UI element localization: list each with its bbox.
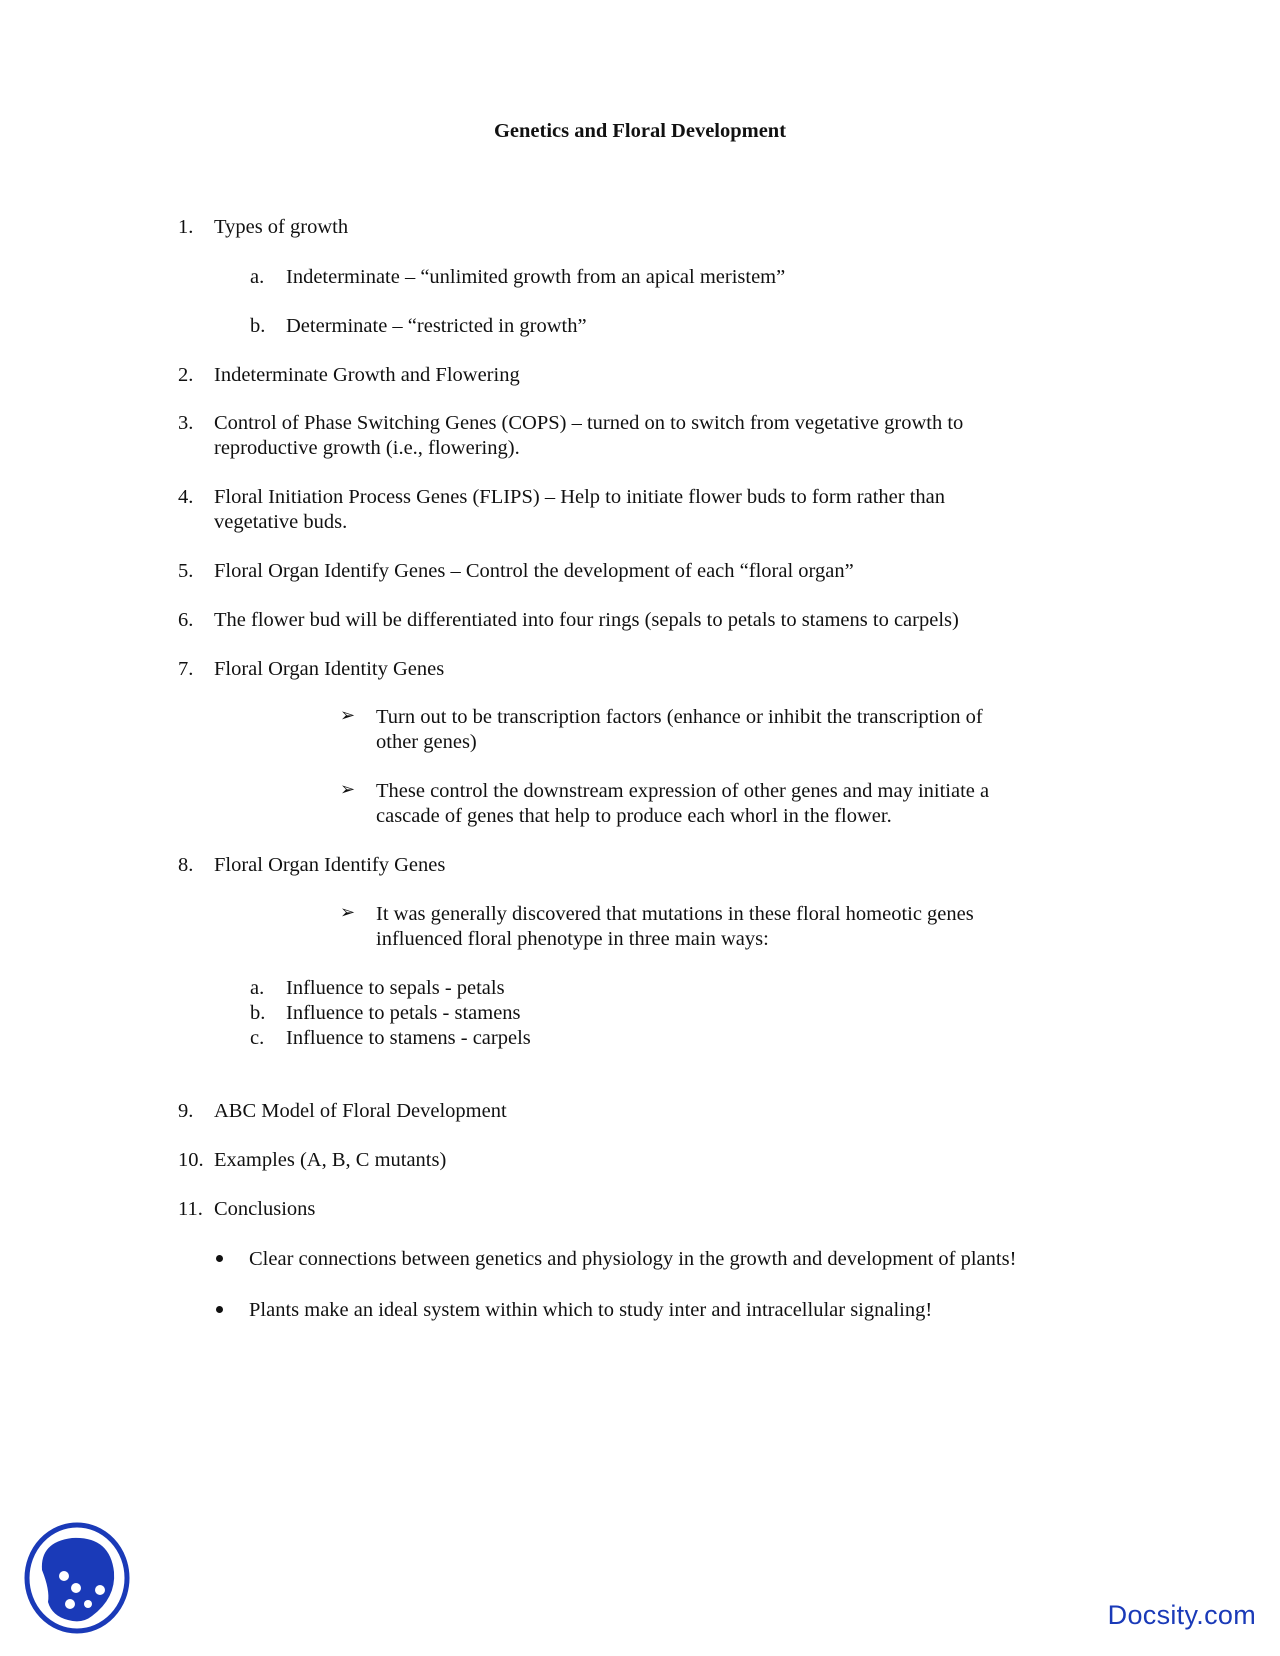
item-text: Floral Initiation Process Genes (FLIPS) – Help to initiate flower buds to form rather than [214,486,946,508]
subitem-text: Influence to stamens - carpels [286,1027,531,1049]
bullet-text-continued: influenced floral phenotype in three main ways: [376,928,769,950]
item-text-continued: reproductive growth (i.e., flowering). [214,437,520,459]
subitem-letter: a. [250,977,265,999]
subitem-text: Determinate – “restricted in growth” [286,315,587,337]
subitem-text: Influence to sepals - petals [286,977,505,999]
bullet-text-continued: cascade of genes that help to produce each whorl in the flower. [376,805,892,827]
item-number: 2. [178,364,194,386]
item-text-continued: vegetative buds. [214,511,348,533]
conclusion-text: Clear connections between genetics and physiology in the growth and development of plants! [249,1248,1017,1270]
item-number: 3. [178,412,194,434]
subitem-letter: a. [250,266,265,288]
item-number: 7. [178,658,194,680]
item-text: Floral Organ Identify Genes [214,854,446,876]
item-text: Indeterminate Growth and Flowering [214,364,520,386]
arrow-bullet-icon: ➢ [340,902,356,922]
bullet-dot-icon [216,1255,223,1262]
docsity-logo-icon [22,1520,132,1636]
subitem-letter: b. [250,315,266,337]
subitem-text: Indeterminate – “unlimited growth from an apical meristem” [286,266,786,288]
docsity-brand-link[interactable]: Docsity.com [1107,1600,1256,1630]
arrow-bullet-icon: ➢ [340,779,356,799]
item-number: 5. [178,560,194,582]
bullet-text: It was generally discovered that mutations in these floral homeotic genes [376,903,974,925]
item-text: The flower bud will be differentiated into four rings (sepals to petals to stamens to carpels) [214,609,959,631]
bullet-text: These control the downstream expression of other genes and may initiate a [376,780,990,802]
item-text: Floral Organ Identify Genes – Control the development of each “floral organ” [214,560,854,582]
subitem-letter: c. [250,1027,265,1049]
item-number: 8. [178,854,194,876]
item-text: Control of Phase Switching Genes (COPS) – turned on to switch from vegetative growth to [214,412,964,434]
item-number: 6. [178,609,194,631]
bullet-text-continued: other genes) [376,731,477,753]
subitem-text: Influence to petals - stamens [286,1002,521,1024]
item-text: Examples (A, B, C mutants) [214,1149,447,1171]
arrow-bullet-icon: ➢ [340,705,356,725]
item-number: 10. [178,1149,204,1171]
subitem-letter: b. [250,1002,266,1024]
item-number: 9. [178,1100,194,1122]
item-number: 11. [178,1198,203,1220]
item-text: Floral Organ Identity Genes [214,658,445,680]
item-text: ABC Model of Floral Development [214,1100,507,1122]
item-text: Conclusions [214,1198,316,1220]
bullet-dot-icon [216,1306,223,1313]
conclusion-text: Plants make an ideal system within which to study inter and intracellular signaling! [249,1299,933,1321]
item-text: Types of growth [214,216,349,238]
document-title: Genetics and Floral Development [493,120,787,142]
item-number: 1. [178,216,194,238]
bullet-text: Turn out to be transcription factors (enhance or inhibit the transcription of [376,706,983,728]
item-number: 4. [178,486,194,508]
